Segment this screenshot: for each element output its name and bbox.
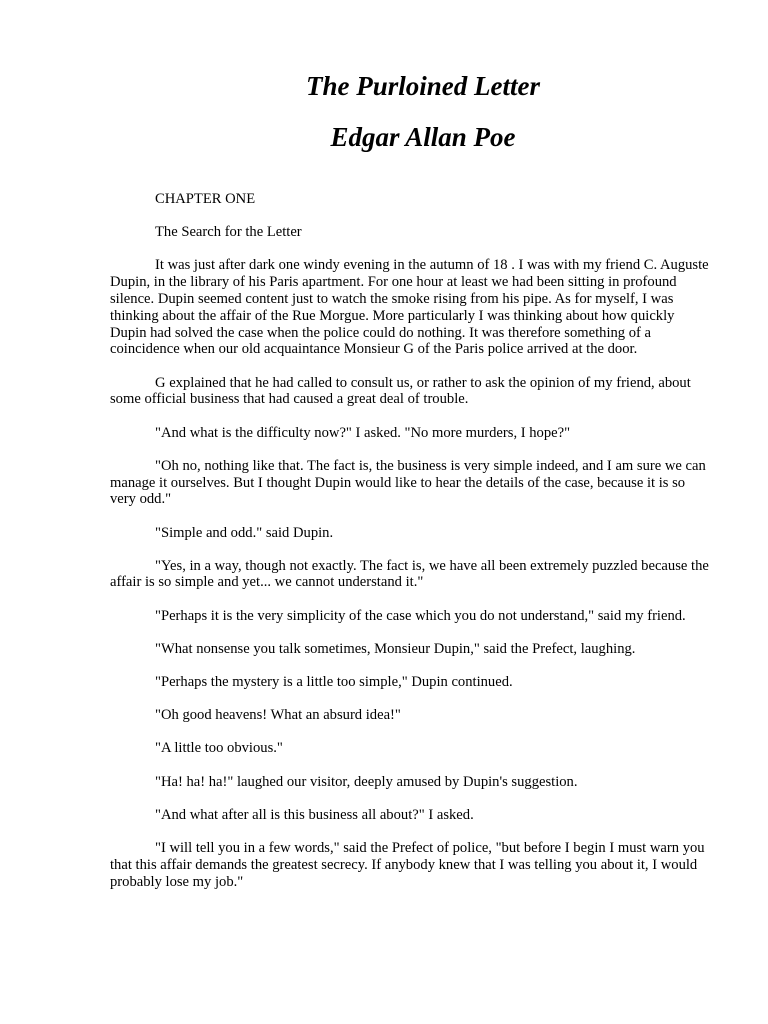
document-body (110, 191, 714, 890)
document-title: The Purloined Letter (306, 71, 540, 101)
paragraph: It was just after dark one windy evening in the autumn of 18 . I was with my friend C. Auguste Dupin, in the library of his Paris apartment. For one hour at least we had been sitting in profound silence. Dupin seemed content just to watch the smoke rising from his pipe. As for myself, I was thinking about the affair of the Rue Morgue. More particularly I was thinking about how quickly Dupin had solved the case when the police could do nothing. It was therefore something of a coincidence when our old acquaintance Monsieur G of the Paris police arrived at the door. (110, 257, 709, 358)
paragraph: "What nonsense you talk sometimes, Monsieur Dupin," said the Prefect, laughing. (155, 640, 636, 657)
paragraph: "Oh good heavens! What an absurd idea!" (155, 707, 401, 724)
paragraph: "And what after all is this business all about?" I asked. (155, 806, 474, 823)
document-page (110, 70, 714, 907)
chapter-heading: CHAPTER ONE (155, 191, 256, 207)
paragraph: "Simple and odd." said Dupin. (155, 524, 334, 541)
document-author: Edgar Allan Poe (330, 122, 516, 152)
paragraph: G explained that he had called to consult us, or rather to ask the opinion of my friend, about some official business that had caused a great deal of trouble. (110, 374, 691, 408)
paragraph: "A little too obvious." (155, 740, 283, 757)
paragraph: "Ha! ha! ha!" laughed our visitor, deeply amused by Dupin's suggestion. (155, 773, 578, 790)
chapter-subtitle: The Search for the Letter (155, 224, 302, 241)
paragraph: "And what is the difficulty now?" I asked. "No more murders, I hope?" (155, 424, 571, 441)
paragraph: "Oh no, nothing like that. The fact is, the business is very simple indeed, and I am sure we can manage it ourselves. But I thought Dupin would like to hear the details of the case, because it is so very odd." (110, 457, 706, 508)
paragraph: "Perhaps the mystery is a little too simple," Dupin continued. (155, 674, 513, 691)
paragraph: "Perhaps it is the very simplicity of the case which you do not understand," said my friend. (155, 607, 686, 624)
paragraph: "Yes, in a way, though not exactly. The fact is, we have all been extremely puzzled because the affair is so simple and yet... we cannot understand it." (110, 557, 709, 591)
paragraph: "I will tell you in a few words," said the Prefect of police, "but before I begin I must warn you that this affair demands the greatest secrecy. If anybody knew that I was telling you about it, I would probably lose my job." (110, 839, 705, 890)
